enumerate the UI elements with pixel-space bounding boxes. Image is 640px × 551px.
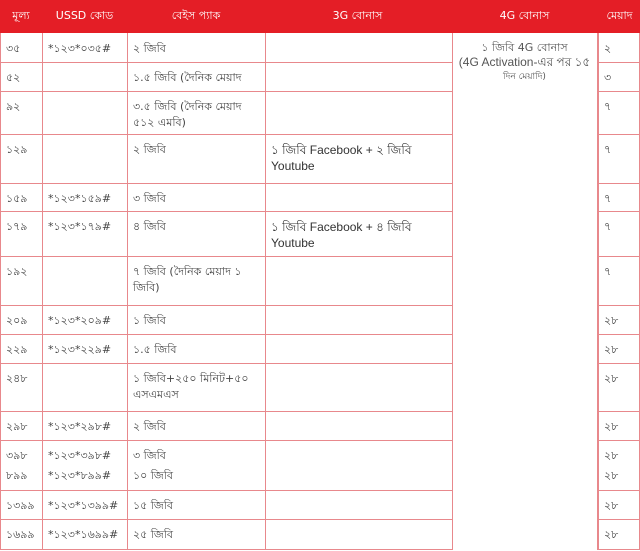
price-cell: ১৫৯ xyxy=(6,192,28,205)
validity-cell: ২৮ xyxy=(604,314,619,327)
row-divider xyxy=(598,62,640,63)
validity-cell: ২৮ xyxy=(604,449,619,462)
header-4g-bonus: 4G বোনাস xyxy=(499,9,550,22)
validity-cell: ২৮ xyxy=(604,528,619,541)
price-cell: ৮৯৯ xyxy=(6,469,28,482)
row-divider xyxy=(598,440,640,441)
row-divider xyxy=(598,549,640,550)
ussd-code-cell: *১২৩*৩৯৮# xyxy=(48,449,112,462)
row-divider xyxy=(598,211,640,212)
row-divider xyxy=(0,549,452,550)
ussd-code-cell: *১২৩*৮৯৯# xyxy=(48,469,112,482)
row-divider xyxy=(0,363,452,364)
row-divider xyxy=(0,411,452,412)
row-divider xyxy=(598,305,640,306)
ussd-code-cell: *১২৩*১৫৯# xyxy=(48,192,112,205)
row-divider xyxy=(598,519,640,520)
base-pack-cell: ৭ জিবি (দৈনিক মেয়াদ ১ জিবি) xyxy=(133,265,242,294)
ussd-code-cell: *১২৩*১৬৯৯# xyxy=(48,528,119,541)
ussd-code-cell: *১২৩*২২৯# xyxy=(48,343,112,356)
row-divider xyxy=(598,256,640,257)
price-cell: ২৪৮ xyxy=(6,372,28,385)
bonus-4g-line1: ১ জিবি 4G বোনাস xyxy=(481,41,568,54)
price-cell: ১৩৯৯ xyxy=(6,499,35,512)
bonus-3g-cell: ১ জিবি Facebook + ৪ জিবি Youtube xyxy=(271,220,412,250)
price-cell: ৯২ xyxy=(6,100,21,113)
base-pack-cell: ১৫ জিবি xyxy=(133,499,174,512)
price-cell: ১৭৯ xyxy=(6,220,28,233)
ussd-code-cell: *১২৩*২০৯# xyxy=(48,314,112,327)
base-pack-cell: ১ জিবি+২৫০ মিনিট+৫০ এসএমএস xyxy=(133,372,249,401)
validity-cell: ৩ xyxy=(604,71,612,84)
row-divider xyxy=(0,62,452,63)
validity-cell: ৭ xyxy=(604,100,612,113)
base-pack-cell: ২৫ জিবি xyxy=(133,528,174,541)
bonus-3g-cell: ১ জিবি Facebook + ২ জিবি Youtube xyxy=(271,143,412,173)
validity-cell: ২৮ xyxy=(604,343,619,356)
price-cell: ১২৯ xyxy=(6,143,28,156)
row-divider xyxy=(0,490,452,491)
row-divider xyxy=(0,305,452,306)
validity-cell: ৭ xyxy=(604,143,612,156)
header-base-pack: বেইস প্যাক xyxy=(171,9,221,22)
row-divider xyxy=(0,91,452,92)
base-pack-cell: ১.৫ জিবি xyxy=(133,343,177,356)
validity-cell: ২৮ xyxy=(604,499,619,512)
base-pack-cell: ৩ জিবি xyxy=(133,192,166,205)
base-pack-cell: ৪ জিবি xyxy=(133,220,166,233)
ussd-code-cell: *১২৩*১৭৯# xyxy=(48,220,112,233)
row-divider xyxy=(0,519,452,520)
bonus-4g-line3: দিন মেয়াদি) xyxy=(503,72,546,82)
row-divider xyxy=(598,363,640,364)
base-pack-cell: ২ জিবি xyxy=(133,143,166,156)
price-cell: ১৬৯৯ xyxy=(6,528,35,541)
base-pack-cell: ২ জিবি xyxy=(133,420,166,433)
price-cell: ৫২ xyxy=(6,71,21,84)
validity-cell: ২৮ xyxy=(604,372,619,385)
base-pack-cell: ৩.৫ জিবি (দৈনিক মেয়াদ ৫১২ এমবি) xyxy=(133,100,242,129)
validity-cell: ২৮ xyxy=(604,420,619,433)
price-cell: ২২৯ xyxy=(6,343,28,356)
base-pack-cell: ১০ জিবি xyxy=(133,469,174,482)
validity-cell: ২ xyxy=(604,42,612,55)
price-cell: ২৯৮ xyxy=(6,420,28,433)
ussd-code-cell: *১২৩*১৩৯৯# xyxy=(48,499,119,512)
header-3g-bonus: 3G বোনাস xyxy=(332,9,383,22)
column-divider xyxy=(265,33,266,550)
row-divider xyxy=(598,334,640,335)
validity-cell: ৭ xyxy=(604,192,612,205)
row-divider xyxy=(598,134,640,135)
validity-cell: ২৮ xyxy=(604,469,619,482)
row-divider xyxy=(598,91,640,92)
price-cell: ৩৫ xyxy=(6,42,21,55)
price-cell: ৩৯৮ xyxy=(6,449,28,462)
row-divider xyxy=(0,183,452,184)
price-cell: ২০৯ xyxy=(6,314,28,327)
base-pack-cell: ২ জিবি xyxy=(133,42,166,55)
price-cell: ১৯২ xyxy=(6,265,28,278)
row-divider xyxy=(0,211,452,212)
bonus-4g-line2: (4G Activation-এর পর ১৫ xyxy=(458,55,591,69)
header-validity: মেয়াদ xyxy=(606,9,633,22)
base-pack-cell: ১.৫ জিবি (দৈনিক মেয়াদ xyxy=(133,71,242,84)
row-divider xyxy=(598,411,640,412)
header-ussd-code: USSD কোড xyxy=(55,9,114,22)
header-price: মূল্য xyxy=(12,9,30,22)
validity-cell: ৭ xyxy=(604,265,612,278)
row-divider xyxy=(598,183,640,184)
validity-cell: ৭ xyxy=(604,220,612,233)
ussd-code-cell: *১২৩*০৩৫# xyxy=(48,42,112,55)
row-divider xyxy=(0,440,452,441)
ussd-code-cell: *১২৩*২৯৮# xyxy=(48,420,112,433)
row-divider xyxy=(598,490,640,491)
bonus-4g-cell xyxy=(452,34,597,84)
base-pack-cell: ৩ জিবি xyxy=(133,449,166,462)
row-divider xyxy=(0,134,452,135)
column-divider xyxy=(452,33,453,550)
base-pack-cell: ১ জিবি xyxy=(133,314,166,327)
row-divider xyxy=(0,256,452,257)
row-divider xyxy=(0,334,452,335)
